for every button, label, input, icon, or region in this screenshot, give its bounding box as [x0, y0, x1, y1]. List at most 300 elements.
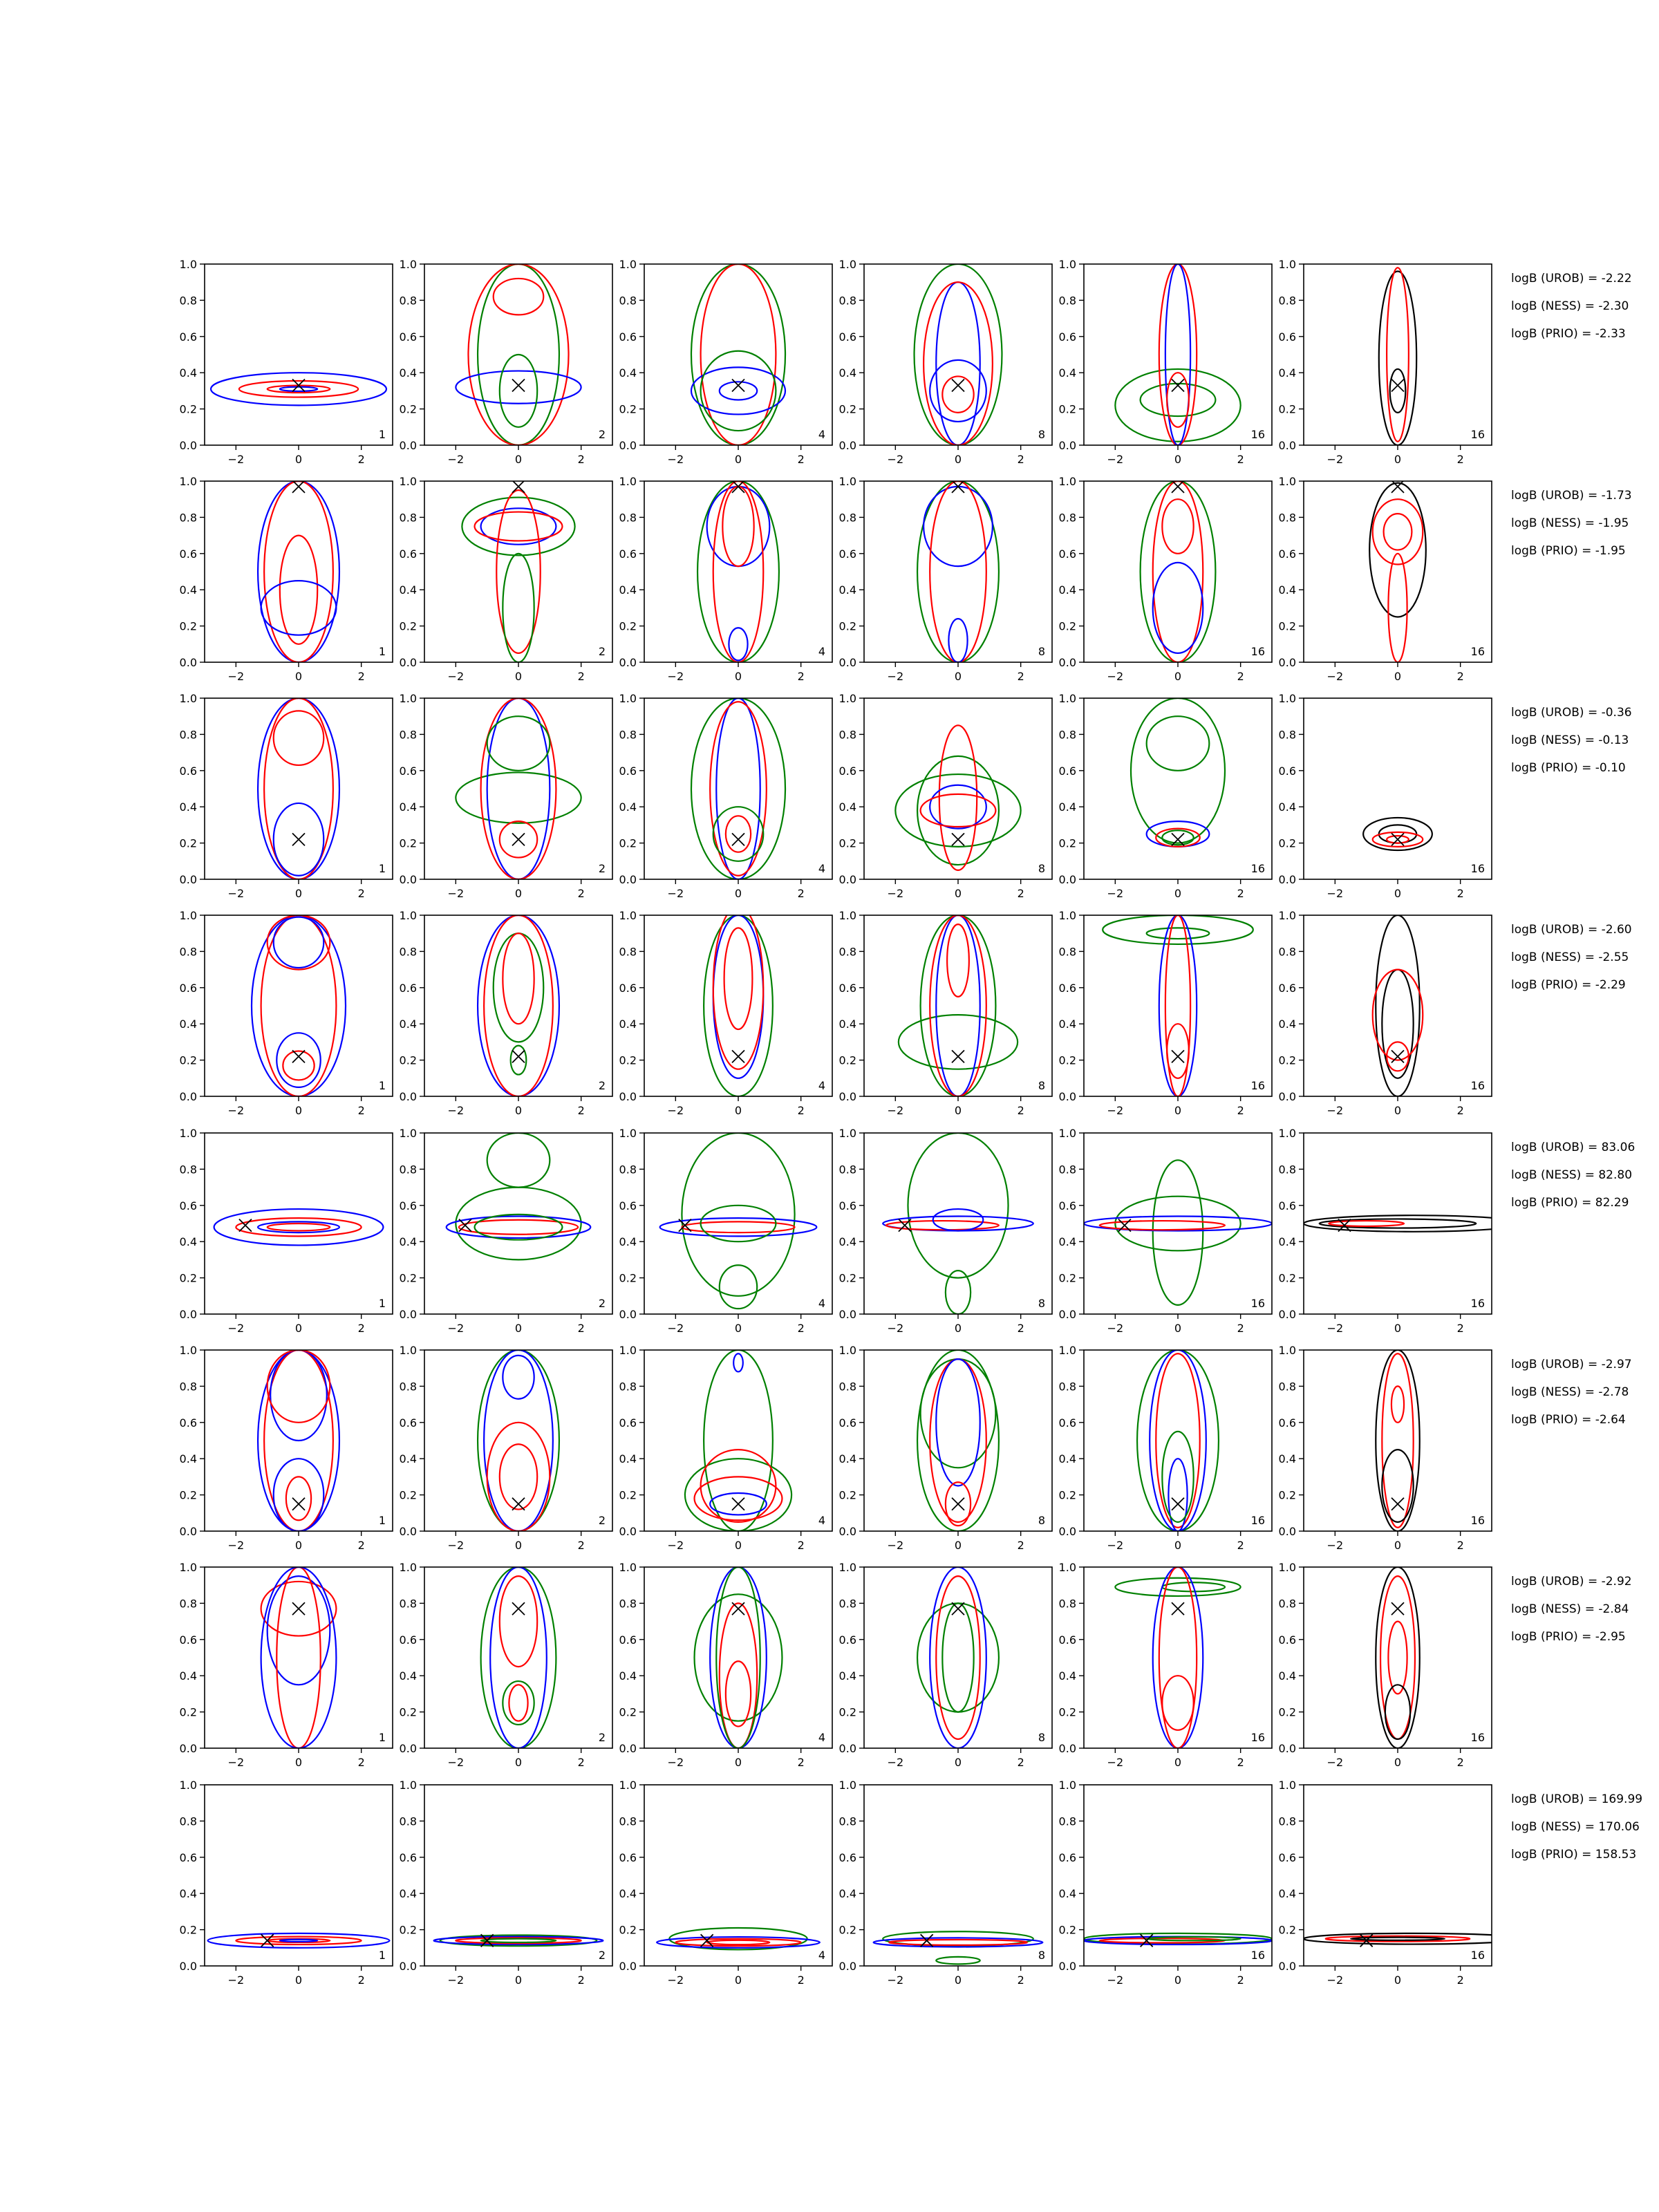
logb-note: logB (PRIO) = 82.29 [1511, 1196, 1629, 1210]
y-tick-label: 0.0 [1058, 1742, 1076, 1755]
contour-group [697, 481, 779, 662]
x-tick-label: 0 [734, 670, 742, 683]
y-tick-label: 0.4 [399, 366, 417, 380]
contour-group [456, 264, 581, 445]
contour-blue-4 [948, 619, 967, 662]
contour-group [1131, 698, 1225, 847]
axes-frame [424, 1133, 612, 1314]
panel-corner-label: 16 [1250, 1949, 1265, 1962]
x-tick-label: −2 [227, 1974, 245, 1987]
y-tick-label: 0.6 [838, 981, 856, 995]
y-tick-label: 0.6 [179, 764, 197, 778]
contour-green-1 [691, 264, 785, 445]
y-tick-label: 0.2 [1278, 1053, 1296, 1067]
y-tick-label: 1.0 [399, 1779, 417, 1792]
y-tick-label: 0.0 [619, 1742, 637, 1755]
contour-blue-2 [930, 1567, 986, 1748]
y-tick-label: 1.0 [1278, 1127, 1296, 1140]
logb-note: logB (PRIO) = -2.64 [1511, 1413, 1626, 1427]
x-tick-label: 2 [1017, 1104, 1024, 1117]
axes-frame [864, 1567, 1052, 1748]
panel-r4-c5 [1059, 909, 1272, 1117]
contour-red-4 [1159, 1567, 1197, 1748]
y-tick-label: 0.6 [838, 1633, 856, 1647]
contour-black-4 [1385, 1685, 1410, 1739]
contour-group [478, 915, 559, 1096]
y-tick-label: 0.8 [179, 728, 197, 742]
y-tick-label: 0.2 [179, 836, 197, 850]
panel-corner-label: 2 [598, 1079, 606, 1092]
contour-blue-4 [729, 628, 747, 660]
panel-r4-c6 [1279, 909, 1492, 1117]
contour-blue-5 [933, 1209, 984, 1230]
y-tick-label: 0.4 [1058, 800, 1076, 814]
axes-frame [1304, 1133, 1492, 1314]
y-tick-label: 0.6 [1278, 1850, 1296, 1864]
y-tick-label: 0.4 [1058, 1018, 1076, 1031]
x-tick-label: −2 [667, 1322, 684, 1335]
true-value-marker [512, 1050, 525, 1062]
contour-group [899, 915, 1018, 1096]
x-tick-label: 0 [294, 1104, 303, 1117]
y-tick-label: 0.6 [619, 547, 637, 561]
logb-note: logB (NESS) = -2.84 [1511, 1602, 1629, 1616]
contour-green-1 [908, 1133, 1008, 1278]
x-tick-label: 0 [954, 670, 962, 683]
logb-note: logB (PRIO) = -2.33 [1511, 327, 1626, 341]
axes-frame [205, 915, 393, 1096]
y-tick-label: 1.0 [399, 1127, 417, 1140]
contour-red-4 [724, 928, 753, 1029]
y-tick-label: 0.4 [838, 1235, 856, 1249]
axes-frame [864, 1785, 1052, 1966]
panel-r7-c5 [1059, 1561, 1272, 1769]
x-tick-label: −2 [1327, 453, 1344, 466]
axes-frame [1304, 481, 1492, 662]
y-tick-label: 1.0 [1058, 1344, 1076, 1357]
panel-corner-label: 8 [1038, 1949, 1045, 1962]
y-tick-label: 0.6 [1278, 1633, 1296, 1647]
panel-r6-c5 [1059, 1344, 1272, 1552]
y-tick-label: 0.4 [838, 1018, 856, 1031]
y-tick-label: 0.4 [1278, 1452, 1296, 1466]
y-tick-label: 0.4 [1058, 1452, 1076, 1466]
y-tick-label: 0.8 [399, 294, 417, 308]
panel-corner-label: 4 [818, 428, 825, 441]
contour-green-1 [899, 1015, 1018, 1069]
y-tick-label: 0.2 [619, 836, 637, 850]
x-tick-label: −2 [227, 453, 245, 466]
x-tick-label: −2 [227, 1322, 245, 1335]
x-tick-label: −2 [1107, 1756, 1124, 1769]
contour-red-3 [930, 481, 986, 662]
panel-corner-label: 16 [1470, 1949, 1485, 1962]
contour-group [1379, 268, 1416, 445]
x-tick-label: 2 [1456, 887, 1464, 900]
y-tick-label: 0.6 [838, 330, 856, 344]
x-tick-label: 2 [357, 1756, 365, 1769]
contour-blue-1 [208, 1933, 390, 1948]
panel-corner-label: 16 [1250, 862, 1265, 875]
x-tick-label: −2 [1327, 1539, 1344, 1552]
y-tick-label: 0.2 [1058, 1053, 1076, 1067]
contour-green-1 [1141, 481, 1216, 662]
true-value-marker [292, 833, 305, 845]
contour-group [1304, 1215, 1523, 1232]
x-tick-label: 2 [1237, 1104, 1244, 1117]
true-value-marker [1172, 379, 1184, 392]
contour-black-1 [1379, 271, 1416, 445]
contour-blue-2 [936, 282, 980, 445]
y-tick-label: 1.0 [179, 1779, 197, 1792]
x-tick-label: 0 [294, 887, 303, 900]
y-tick-label: 0.0 [1058, 873, 1076, 886]
y-tick-label: 1.0 [619, 258, 637, 271]
y-tick-label: 1.0 [399, 692, 417, 705]
axes-frame [1084, 915, 1272, 1096]
logb-note: logB (NESS) = -1.95 [1511, 516, 1629, 530]
x-tick-label: 2 [797, 887, 805, 900]
y-tick-label: 0.8 [838, 728, 856, 742]
y-tick-label: 0.0 [838, 1960, 856, 1973]
x-tick-label: 0 [1394, 1756, 1402, 1769]
y-tick-label: 0.0 [838, 1525, 856, 1538]
contour-blue-2 [481, 508, 556, 544]
panel-r7-c6 [1279, 1561, 1492, 1769]
y-tick-label: 0.0 [838, 873, 856, 886]
x-tick-label: −2 [667, 670, 684, 683]
contour-red-3 [500, 1576, 537, 1667]
y-tick-label: 0.4 [619, 1018, 637, 1031]
y-tick-label: 0.4 [1058, 1887, 1076, 1901]
contour-red-6 [286, 1477, 311, 1520]
contour-red-3 [494, 279, 544, 315]
panel-corner-label: 8 [1038, 1514, 1045, 1527]
contour-group [1084, 1933, 1272, 1944]
y-tick-label: 0.2 [179, 1705, 197, 1719]
x-tick-label: 0 [514, 1974, 523, 1987]
contour-red-5 [947, 924, 969, 997]
y-tick-label: 0.0 [1058, 1960, 1076, 1973]
y-tick-label: 1.0 [838, 1127, 856, 1140]
panel-r8-c2 [400, 1779, 612, 1987]
y-tick-label: 0.0 [399, 1525, 417, 1538]
contour-blue-6 [733, 1353, 743, 1371]
contour-green-2 [936, 1957, 980, 1964]
x-tick-label: 2 [1237, 1756, 1244, 1769]
y-tick-label: 0.6 [1278, 330, 1296, 344]
logb-note: logB (NESS) = 82.80 [1511, 1168, 1633, 1182]
logb-note: logB (PRIO) = -2.95 [1511, 1630, 1626, 1644]
panel-corner-label: 2 [598, 428, 606, 441]
x-tick-label: 2 [1237, 670, 1244, 683]
x-tick-label: −2 [227, 887, 245, 900]
contour-red-3 [713, 906, 764, 1069]
y-tick-label: 0.2 [619, 402, 637, 416]
y-tick-label: 0.8 [619, 1163, 637, 1177]
y-tick-label: 0.6 [399, 981, 417, 995]
contour-red-4 [268, 1350, 330, 1423]
true-value-marker [952, 1498, 964, 1510]
contour-red-4 [509, 1685, 527, 1721]
y-tick-label: 1.0 [838, 1779, 856, 1792]
panel-corner-label: 4 [818, 1297, 825, 1310]
y-tick-label: 0.2 [619, 1271, 637, 1285]
y-tick-label: 0.4 [1278, 1018, 1296, 1031]
contour-blue-3 [270, 1350, 327, 1441]
panel-r4-c2 [400, 909, 612, 1117]
contour-black-3 [1382, 1450, 1413, 1522]
contour-blue-4 [936, 1359, 980, 1485]
y-tick-label: 0.8 [838, 1597, 856, 1611]
y-tick-label: 1.0 [619, 1779, 637, 1792]
logb-note: logB (NESS) = -2.30 [1511, 299, 1629, 313]
y-tick-label: 0.4 [838, 583, 856, 597]
y-tick-label: 0.2 [619, 1053, 637, 1067]
y-tick-label: 0.2 [838, 1923, 856, 1937]
contour-blue-1 [478, 915, 559, 1096]
true-value-marker [1172, 1498, 1184, 1510]
x-tick-label: 2 [1456, 1104, 1464, 1117]
true-value-marker [292, 1498, 305, 1510]
contour-group [481, 1567, 556, 1748]
x-tick-label: 2 [1237, 1974, 1244, 1987]
contour-red-5 [921, 794, 996, 827]
contour-red-5 [713, 481, 764, 662]
contour-green-4 [713, 807, 764, 861]
y-tick-label: 1.0 [838, 475, 856, 488]
y-tick-label: 0.8 [179, 294, 197, 308]
x-tick-label: −2 [227, 670, 245, 683]
panel-r6-c2 [400, 1344, 612, 1552]
y-tick-label: 0.8 [1278, 294, 1296, 308]
y-tick-label: 0.6 [399, 764, 417, 778]
x-tick-label: 0 [1174, 1539, 1182, 1552]
logb-note: logB (UROB) = -2.97 [1511, 1358, 1632, 1371]
contour-blue-1 [214, 1209, 384, 1245]
contour-red-3 [475, 512, 563, 541]
x-tick-label: −2 [887, 670, 904, 683]
y-tick-label: 0.0 [399, 873, 417, 886]
panel-r1-c1 [180, 258, 393, 466]
x-tick-label: −2 [667, 1974, 684, 1987]
contour-blue-2 [713, 915, 764, 1078]
axes-frame [644, 264, 832, 445]
y-tick-label: 0.6 [838, 1199, 856, 1212]
y-tick-label: 0.4 [1278, 1887, 1296, 1901]
contour-black-1 [1304, 1215, 1523, 1232]
y-tick-label: 0.8 [1278, 1163, 1296, 1177]
contour-blue-1 [211, 373, 386, 405]
x-tick-label: −2 [447, 1539, 465, 1552]
panel-corner-label: 2 [598, 1949, 606, 1962]
x-tick-label: 0 [1394, 1104, 1402, 1117]
y-tick-label: 1.0 [1058, 1127, 1076, 1140]
y-tick-label: 0.6 [1278, 981, 1296, 995]
x-tick-label: −2 [1107, 1539, 1124, 1552]
y-tick-label: 0.6 [619, 1850, 637, 1864]
x-tick-label: −2 [1107, 1322, 1124, 1335]
contour-group [211, 373, 386, 405]
y-tick-label: 0.8 [619, 1380, 637, 1394]
x-tick-label: 0 [294, 670, 303, 683]
contour-red-4 [707, 1940, 770, 1944]
x-tick-label: 0 [954, 887, 962, 900]
x-tick-label: −2 [447, 1756, 465, 1769]
y-tick-label: 0.4 [399, 583, 417, 597]
y-tick-label: 0.8 [1058, 1815, 1076, 1828]
panel-corner-label: 4 [818, 645, 825, 658]
y-tick-label: 0.6 [179, 330, 197, 344]
panel-corner-label: 16 [1470, 1297, 1485, 1310]
y-tick-label: 1.0 [1058, 258, 1076, 271]
panel-r3-c1 [180, 692, 393, 900]
x-tick-label: 0 [734, 1322, 742, 1335]
y-tick-label: 0.2 [179, 1488, 197, 1502]
x-tick-label: 2 [357, 670, 365, 683]
x-tick-label: 2 [1237, 453, 1244, 466]
y-tick-label: 0.6 [399, 1199, 417, 1212]
contour-red-2 [1382, 1353, 1413, 1528]
y-tick-label: 0.8 [1278, 1815, 1296, 1828]
contour-blue-4 [280, 387, 317, 391]
y-tick-label: 0.4 [619, 1452, 637, 1466]
x-tick-label: 2 [797, 1104, 805, 1117]
panel-corner-label: 4 [818, 1949, 825, 1962]
y-tick-label: 0.8 [1278, 1597, 1296, 1611]
panel-corner-label: 1 [378, 1731, 386, 1744]
y-tick-label: 0.0 [619, 1308, 637, 1321]
y-tick-label: 0.2 [399, 1488, 417, 1502]
x-tick-label: −2 [667, 1104, 684, 1117]
axes-frame [205, 698, 393, 879]
contour-red-3 [280, 536, 317, 644]
panel-corner-label: 16 [1250, 428, 1265, 441]
y-tick-label: 1.0 [179, 475, 197, 488]
y-tick-label: 0.8 [1058, 945, 1076, 959]
y-tick-label: 1.0 [1058, 475, 1076, 488]
x-tick-label: −2 [447, 887, 465, 900]
x-tick-label: −2 [1327, 670, 1344, 683]
logb-note: logB (NESS) = -2.55 [1511, 950, 1629, 964]
contour-red-4 [503, 933, 534, 1024]
contour-red-4 [695, 1477, 782, 1520]
y-tick-label: 0.0 [179, 1742, 197, 1755]
y-tick-label: 0.4 [179, 1235, 197, 1249]
y-tick-label: 0.2 [179, 619, 197, 633]
x-tick-label: 0 [954, 1974, 962, 1987]
x-tick-label: 0 [294, 1539, 303, 1552]
y-tick-label: 0.0 [179, 1960, 197, 1973]
x-tick-label: 2 [357, 1974, 365, 1987]
panel-corner-label: 16 [1250, 645, 1265, 658]
contour-group [917, 481, 999, 662]
true-value-marker [292, 1602, 305, 1615]
x-tick-label: 0 [1174, 453, 1182, 466]
y-tick-label: 0.8 [399, 728, 417, 742]
contour-green-5 [475, 1215, 563, 1240]
y-tick-label: 0.8 [1058, 1163, 1076, 1177]
y-tick-label: 0.0 [179, 873, 197, 886]
contour-red-2 [239, 381, 358, 397]
y-tick-label: 0.6 [838, 1850, 856, 1864]
y-tick-label: 0.8 [619, 945, 637, 959]
panel-r2-c3 [619, 475, 832, 683]
panel-corner-label: 4 [818, 1079, 825, 1092]
contour-group [1115, 1567, 1240, 1748]
axes-frame [1084, 1567, 1272, 1748]
x-tick-label: −2 [667, 887, 684, 900]
panel-corner-label: 2 [598, 862, 606, 875]
panel-corner-label: 16 [1250, 1297, 1265, 1310]
y-tick-label: 0.2 [838, 1705, 856, 1719]
y-tick-label: 0.0 [1278, 873, 1296, 886]
true-value-marker [1172, 1602, 1184, 1615]
y-tick-label: 0.2 [179, 402, 197, 416]
x-tick-label: 0 [1174, 1322, 1182, 1335]
y-tick-label: 0.0 [838, 1090, 856, 1103]
y-tick-label: 0.6 [179, 1199, 197, 1212]
y-tick-label: 0.6 [838, 1416, 856, 1430]
y-tick-label: 1.0 [1058, 1561, 1076, 1574]
contour-group [214, 1209, 384, 1245]
panel-corner-label: 8 [1038, 645, 1045, 658]
contour-red-5 [1162, 1676, 1193, 1730]
y-tick-label: 0.6 [399, 1850, 417, 1864]
x-tick-label: −2 [227, 1104, 245, 1117]
x-tick-label: 2 [1237, 1322, 1244, 1335]
contour-red-2 [701, 264, 776, 445]
y-tick-label: 0.2 [399, 1271, 417, 1285]
x-tick-label: 2 [797, 1974, 805, 1987]
y-tick-label: 0.2 [1058, 402, 1076, 416]
x-tick-label: −2 [887, 453, 904, 466]
y-tick-label: 0.4 [1278, 1669, 1296, 1683]
contour-red-5 [1167, 1024, 1189, 1078]
contour-blue-4 [1168, 1459, 1187, 1531]
contour-red-3 [930, 1359, 986, 1522]
panel-r4-c1 [180, 909, 393, 1117]
x-tick-label: 2 [577, 453, 585, 466]
contour-group [1373, 915, 1423, 1096]
panel-r7-c3 [619, 1561, 832, 1769]
contour-red-4 [1388, 554, 1407, 662]
panel-r2-c6 [1279, 475, 1492, 683]
y-tick-label: 0.2 [619, 619, 637, 633]
logb-note: logB (NESS) = 170.06 [1511, 1820, 1640, 1834]
panel-corner-label: 16 [1470, 428, 1485, 441]
x-tick-label: 0 [294, 1322, 303, 1335]
y-tick-label: 1.0 [1058, 909, 1076, 922]
panel-corner-label: 8 [1038, 1731, 1045, 1744]
panel-r2-c1 [180, 475, 393, 683]
contour-green-2 [487, 1133, 550, 1188]
contour-green-2 [1141, 384, 1216, 416]
y-tick-label: 1.0 [1278, 1344, 1296, 1357]
x-tick-label: 0 [1394, 1539, 1402, 1552]
x-tick-label: 2 [1017, 1322, 1024, 1335]
panel-r8-c1 [180, 1779, 393, 1987]
panel-corner-label: 1 [378, 1514, 386, 1527]
contour-group [915, 264, 1002, 445]
x-tick-label: −2 [1107, 887, 1124, 900]
y-tick-label: 0.6 [1058, 330, 1076, 344]
contour-red-4 [889, 1940, 1027, 1945]
contour-green-5 [503, 1681, 534, 1725]
true-value-marker [952, 1602, 964, 1615]
logb-note: logB (NESS) = -0.13 [1511, 733, 1629, 747]
contour-green-5 [701, 351, 776, 431]
